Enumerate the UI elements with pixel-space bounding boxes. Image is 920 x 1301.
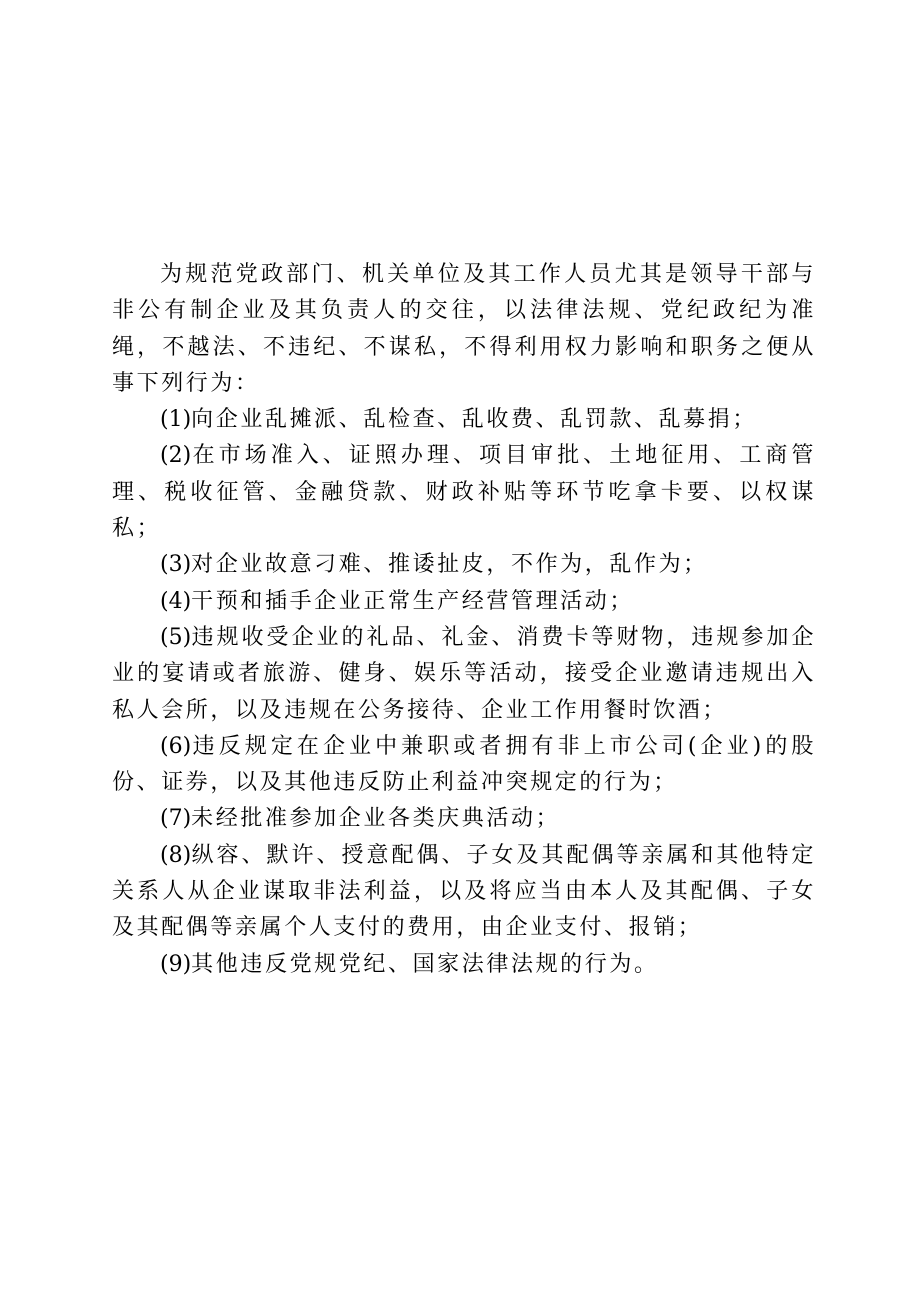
- item-number: (9): [160, 951, 192, 977]
- list-item-2: [112, 438, 816, 547]
- intro-paragraph: 为规范党政部门、机关单位及其工作人员尤其是领导干部与非公有制企业及其负责人的交往，以法律法规、党纪政纪为准绳，不越法、不违纪、不谋私，不得利用权力影响和职务之便从事下列行为：: [112, 262, 816, 396]
- item-number: (1): [160, 407, 192, 433]
- item-number: (4): [160, 588, 192, 614]
- list-item-5: [112, 620, 816, 729]
- document-body: [112, 257, 816, 983]
- list-item-8: [112, 838, 816, 947]
- list-item-3: [112, 547, 816, 583]
- item-text: 未经批准参加企业各类庆典活动；: [191, 806, 561, 832]
- item-number: (3): [160, 552, 192, 578]
- item-text: 向企业乱摊派、乱检查、乱收费、乱罚款、乱募捐；: [191, 407, 757, 433]
- item-text: 干预和插手企业正常生产经营管理活动；: [191, 588, 634, 614]
- list-item-6: [112, 729, 816, 802]
- item-number: (8): [160, 842, 192, 868]
- list-item-1: [112, 402, 816, 438]
- item-text: 其他违反党规党纪、国家法律法规的行为。: [191, 951, 659, 977]
- list-item-4: [112, 584, 816, 620]
- item-number: (2): [160, 443, 192, 469]
- item-number: (6): [160, 733, 192, 759]
- item-number: (5): [160, 624, 192, 650]
- item-text: 违规收受企业的礼品、礼金、消费卡等财物，违规参加企业的宴请或者旅游、健身、娱乐等活动，接受企业邀请违规出入私人会所，以及违规在公务接待、企业工作用餐时饮酒；: [112, 624, 816, 723]
- item-text: 对企业故意刁难、推诿扯皮，不作为，乱作为；: [191, 552, 708, 578]
- item-number: (7): [160, 806, 192, 832]
- item-text: 纵容、默许、授意配偶、子女及其配偶等亲属和其他特定关系人从企业谋取非法利益，以及将应当由本人及其配偶、子女及其配偶等亲属个人支付的费用，由企业支付、报销；: [112, 842, 816, 941]
- list-item-9: [112, 947, 816, 983]
- item-text: 在市场准入、证照办理、项目审批、土地征用、工商管理、税收征管、金融贷款、财政补贴等环节吃拿卡要、以权谋私；: [112, 443, 816, 542]
- item-text: 违反规定在企业中兼职或者拥有非上市公司(企业)的股份、证券，以及其他违反防止利益冲突规定的行为；: [112, 733, 816, 796]
- list-item-7: [112, 801, 816, 837]
